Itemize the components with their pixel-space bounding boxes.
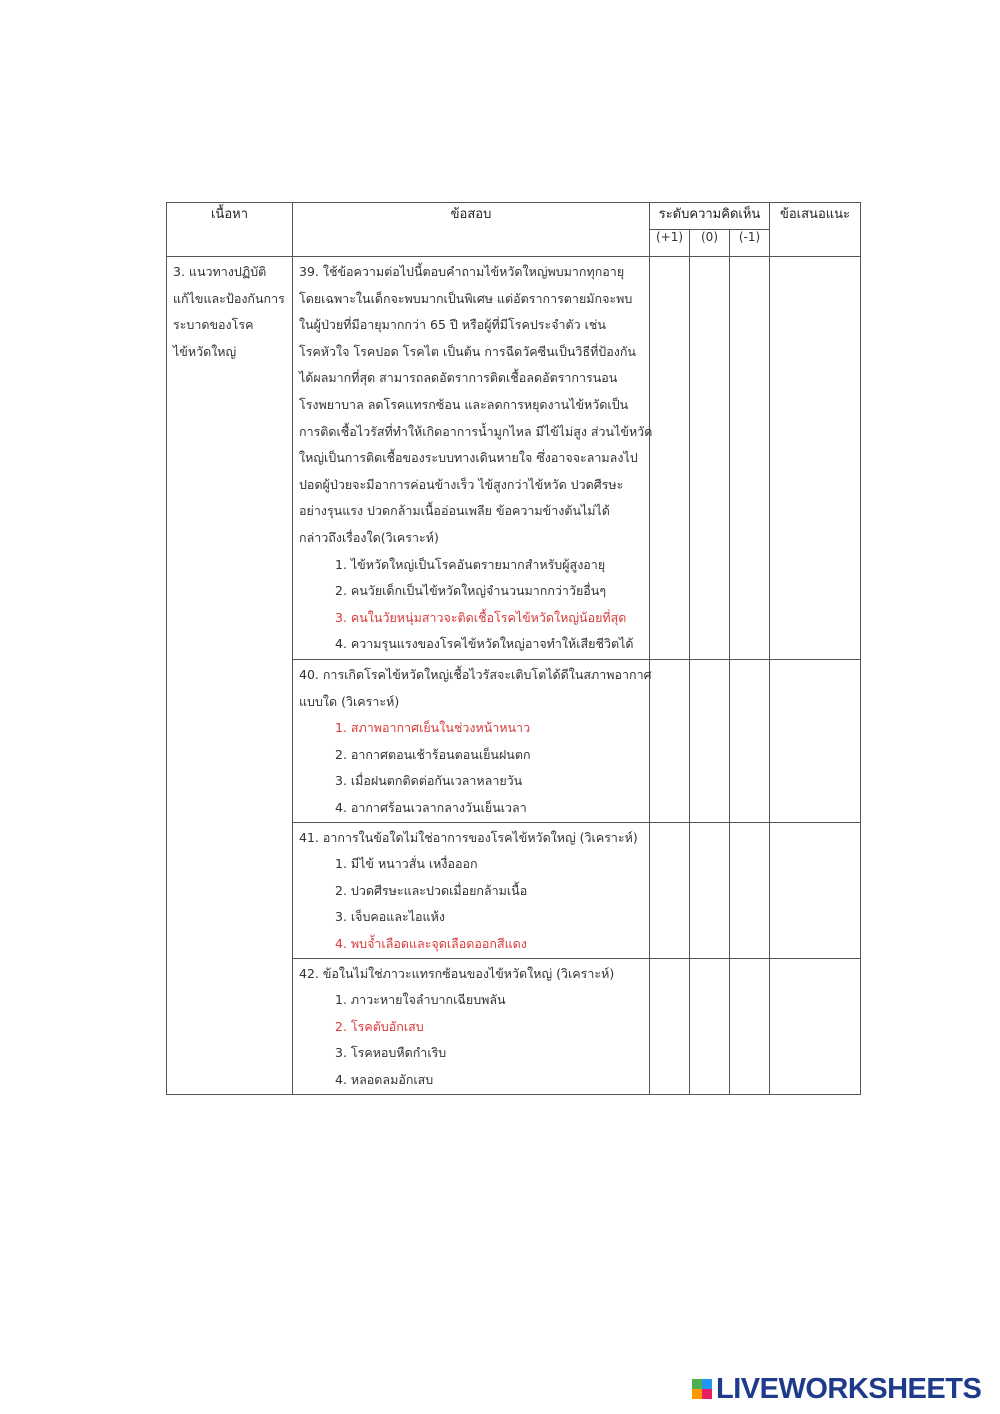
content-line: แก้ไขและป้องกันการ: [173, 290, 285, 306]
suggestion-cell[interactable]: [770, 257, 861, 660]
level-zero: (0): [690, 230, 730, 257]
rating-zero-cell[interactable]: [690, 822, 730, 958]
brand-name: LIVEWORKSHEETS: [716, 1372, 982, 1405]
suggestion-cell[interactable]: [770, 958, 861, 1094]
question-text-line: 42. ข้อในไม่ใช่ภาวะแทรกซ้อนของไข้หวัดใหญ่ (วิเคราะห์): [299, 965, 615, 981]
question-text-line: 40. การเกิดโรคไข้หวัดใหญ่เชื้อไวรัสจะเติบโตได้ดีในสภาพอากาศ: [299, 667, 652, 682]
evaluation-table: [166, 202, 861, 1095]
answer-option: 3. เจ็บคอและไอแห้ง: [335, 909, 445, 925]
rating-plus-one-cell[interactable]: [650, 822, 690, 958]
content-line: ไข้หวัดใหญ่: [173, 343, 237, 359]
rating-minus-one-cell[interactable]: [730, 958, 770, 1094]
suggestion-cell[interactable]: [770, 660, 861, 823]
content-line: 3. แนวทางปฏิบัติ: [173, 264, 267, 279]
rating-minus-one-cell[interactable]: [730, 660, 770, 823]
rating-zero-cell[interactable]: [690, 958, 730, 1094]
header-question: ข้อสอบ: [293, 203, 650, 257]
question-text-line: ได้ผลมากที่สุด สามารถลดอัตราการติดเชื้อลดอัตราการนอน: [299, 370, 618, 386]
answer-option-correct: 3. คนในวัยหนุ่มสาวจะติดเชื้อโรคไข้หวัดใหญ่น้อยที่สุด: [335, 609, 627, 625]
rating-plus-one-cell[interactable]: [650, 660, 690, 823]
answer-option: 2. ปวดศีรษะและปวดเมื่อยกล้ามเนื้อ: [335, 882, 528, 898]
answer-option: 2. อากาศตอนเช้าร้อนตอนเย็นฝนตก: [335, 746, 531, 762]
answer-option: 3. เมื่อฝนตกติดต่อกันเวลาหลายวัน: [335, 773, 523, 789]
question-text-line: 39. ใช้ข้อความต่อไปนี้ตอบคำถามไข้หวัดใหญ่พบมากทุกอายุ: [299, 264, 625, 279]
answer-option: 3. โรคหอบหืดกำเริบ: [335, 1045, 447, 1061]
question-row: [167, 257, 861, 660]
answer-option: 1. มีไข้ หนาวสั่น เหงื่อออก: [335, 856, 478, 872]
question-text-line: กล่าวถึงเรื่องใด(วิเคราะห์): [299, 529, 439, 545]
question-text-line: ปอดผู้ป่วยจะมีอาการค่อนข้างเร็ว ไข้สูงกว่าไข้หวัด ปวดศีรษะ: [299, 476, 624, 492]
rating-plus-one-cell[interactable]: [650, 958, 690, 1094]
question-cell: [293, 660, 650, 823]
question-text-line: การติดเชื้อไวรัสที่ทำให้เกิดอาการน้ำมูกไหล มีไข้ไม่สูง ส่วนไข้หวัด: [299, 423, 653, 439]
question-cell: [293, 257, 653, 660]
answer-option: 1. ภาวะหายใจลำบากเฉียบพลัน: [335, 992, 506, 1008]
answer-option: 4. หลอดลมอักเสบ: [335, 1071, 434, 1087]
rating-zero-cell[interactable]: [690, 257, 730, 660]
question-text-line: โดยเฉพาะในเด็กจะพบมากเป็นพิเศษ แต่อัตราการตายมักจะพบ: [299, 290, 633, 306]
answer-option-correct: 4. พบจ้ำเลือดและจุดเลือดออกสีแดง: [335, 935, 527, 951]
suggestion-cell[interactable]: [770, 822, 861, 958]
question-text-line: ใหญ่เป็นการติดเชื้อของระบบทางเดินหายใจ ซึ่งอาจจะลามลงไป: [299, 450, 638, 466]
rating-zero-cell[interactable]: [690, 660, 730, 823]
rating-plus-one-cell[interactable]: [650, 257, 690, 660]
question-cell: [293, 822, 650, 958]
question-cell: [293, 958, 650, 1094]
answer-option: 1. ไข้หวัดใหญ่เป็นโรคอันตรายมากสำหรับผู้สูงอายุ: [335, 556, 606, 572]
content-line: ระบาดของโรค: [173, 317, 254, 333]
question-text-line: 41. อาการในข้อใดไม่ใช่อาการของโรคไข้หวัดใหญ่ (วิเคราะห์): [299, 829, 638, 845]
question-text-line: โรงพยาบาล ลดโรคแทรกซ้อน และลดการหยุดงานไข้หวัดเป็น: [299, 396, 629, 412]
content-topic-cell: [167, 257, 293, 1095]
question-text-line: ในผู้ป่วยที่มีอายุมากกว่า 65 ปี หรือผู้ที่มีโรคประจำตัว เช่น: [299, 317, 606, 333]
answer-option: 4. อากาศร้อนเวลากลางวันเย็นเวลา: [335, 799, 527, 815]
logo-square: [692, 1379, 702, 1389]
question-text-line: อย่างรุนแรง ปวดกล้ามเนื้ออ่อนเพลีย ข้อความข้างต้นไม่ได้: [299, 503, 610, 519]
level-minus-one: (-1): [730, 230, 770, 257]
logo-square: [702, 1389, 712, 1399]
answer-option-correct: 2. โรคตับอักเสบ: [335, 1018, 424, 1034]
answer-option-correct: 1. สภาพอากาศเย็นในช่วงหน้าหนาว: [335, 720, 531, 736]
level-plus-one: (+1): [650, 230, 690, 257]
answer-option: 4. ความรุนแรงของโรคไข้หวัดใหญ่อาจทำให้เสียชีวิตได้: [335, 636, 634, 652]
header-suggestion: ข้อเสนอแนะ: [770, 203, 861, 257]
liveworksheets-logo-icon: [692, 1379, 712, 1399]
rating-minus-one-cell[interactable]: [730, 257, 770, 660]
header-content: เนื้อหา: [167, 203, 293, 257]
logo-square: [692, 1389, 702, 1399]
answer-option: 2. คนวัยเด็กเป็นไข้หวัดใหญ่จำนวนมากกว่าวัยอื่นๆ: [335, 583, 607, 599]
question-text-line: แบบใด (วิเคราะห์): [299, 693, 400, 709]
rating-minus-one-cell[interactable]: [730, 822, 770, 958]
liveworksheets-brand: [692, 1374, 981, 1404]
header-opinion-level: ระดับความคิดเห็น: [650, 203, 770, 230]
logo-square: [702, 1379, 712, 1389]
question-text-line: โรคหัวใจ โรคปอด โรคไต เป็นต้น การฉีดวัคซีนเป็นวิธีที่ป้องกัน: [299, 343, 636, 359]
